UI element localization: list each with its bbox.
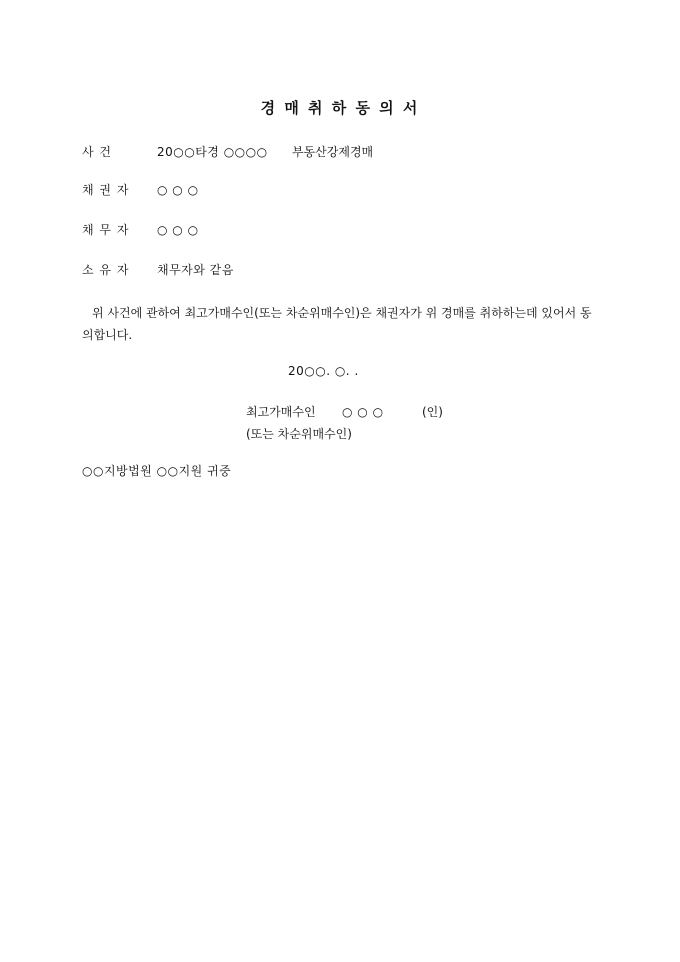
- consent-statement: 위 사건에 관하여 최고가매수인(또는 차순위매수인)은 채권자가 위 경매를 취하하는데 있어서 동의합니다.: [82, 306, 592, 342]
- creditor-label: 채 권 자: [82, 183, 130, 197]
- case-type: 부동산강제경매: [292, 145, 374, 159]
- creditor-name: ○ ○ ○: [157, 183, 199, 197]
- owner-name: 채무자와 같음: [157, 263, 234, 277]
- document-date: 20○○. ○. .: [288, 364, 359, 378]
- signer-block: [246, 401, 443, 445]
- owner-label: 소 유 자: [82, 263, 130, 277]
- signer-name: ○ ○ ○: [342, 405, 384, 419]
- signer-role: 최고가매수인: [246, 405, 316, 419]
- debtor-name: ○ ○ ○: [157, 223, 199, 237]
- court-addressee: ○○지방법원 ○○지원 귀중: [82, 464, 232, 478]
- signer-line: [246, 401, 443, 423]
- document-title: 경 매 취 하 동 의 서: [260, 99, 420, 117]
- case-label: 사 건: [82, 145, 112, 159]
- case-number: 20○○타경 ○○○○: [157, 145, 268, 159]
- signer-alt-role: (또는 차순위매수인): [246, 427, 352, 441]
- signer-seal: (인): [422, 405, 443, 419]
- debtor-label: 채 무 자: [82, 223, 130, 237]
